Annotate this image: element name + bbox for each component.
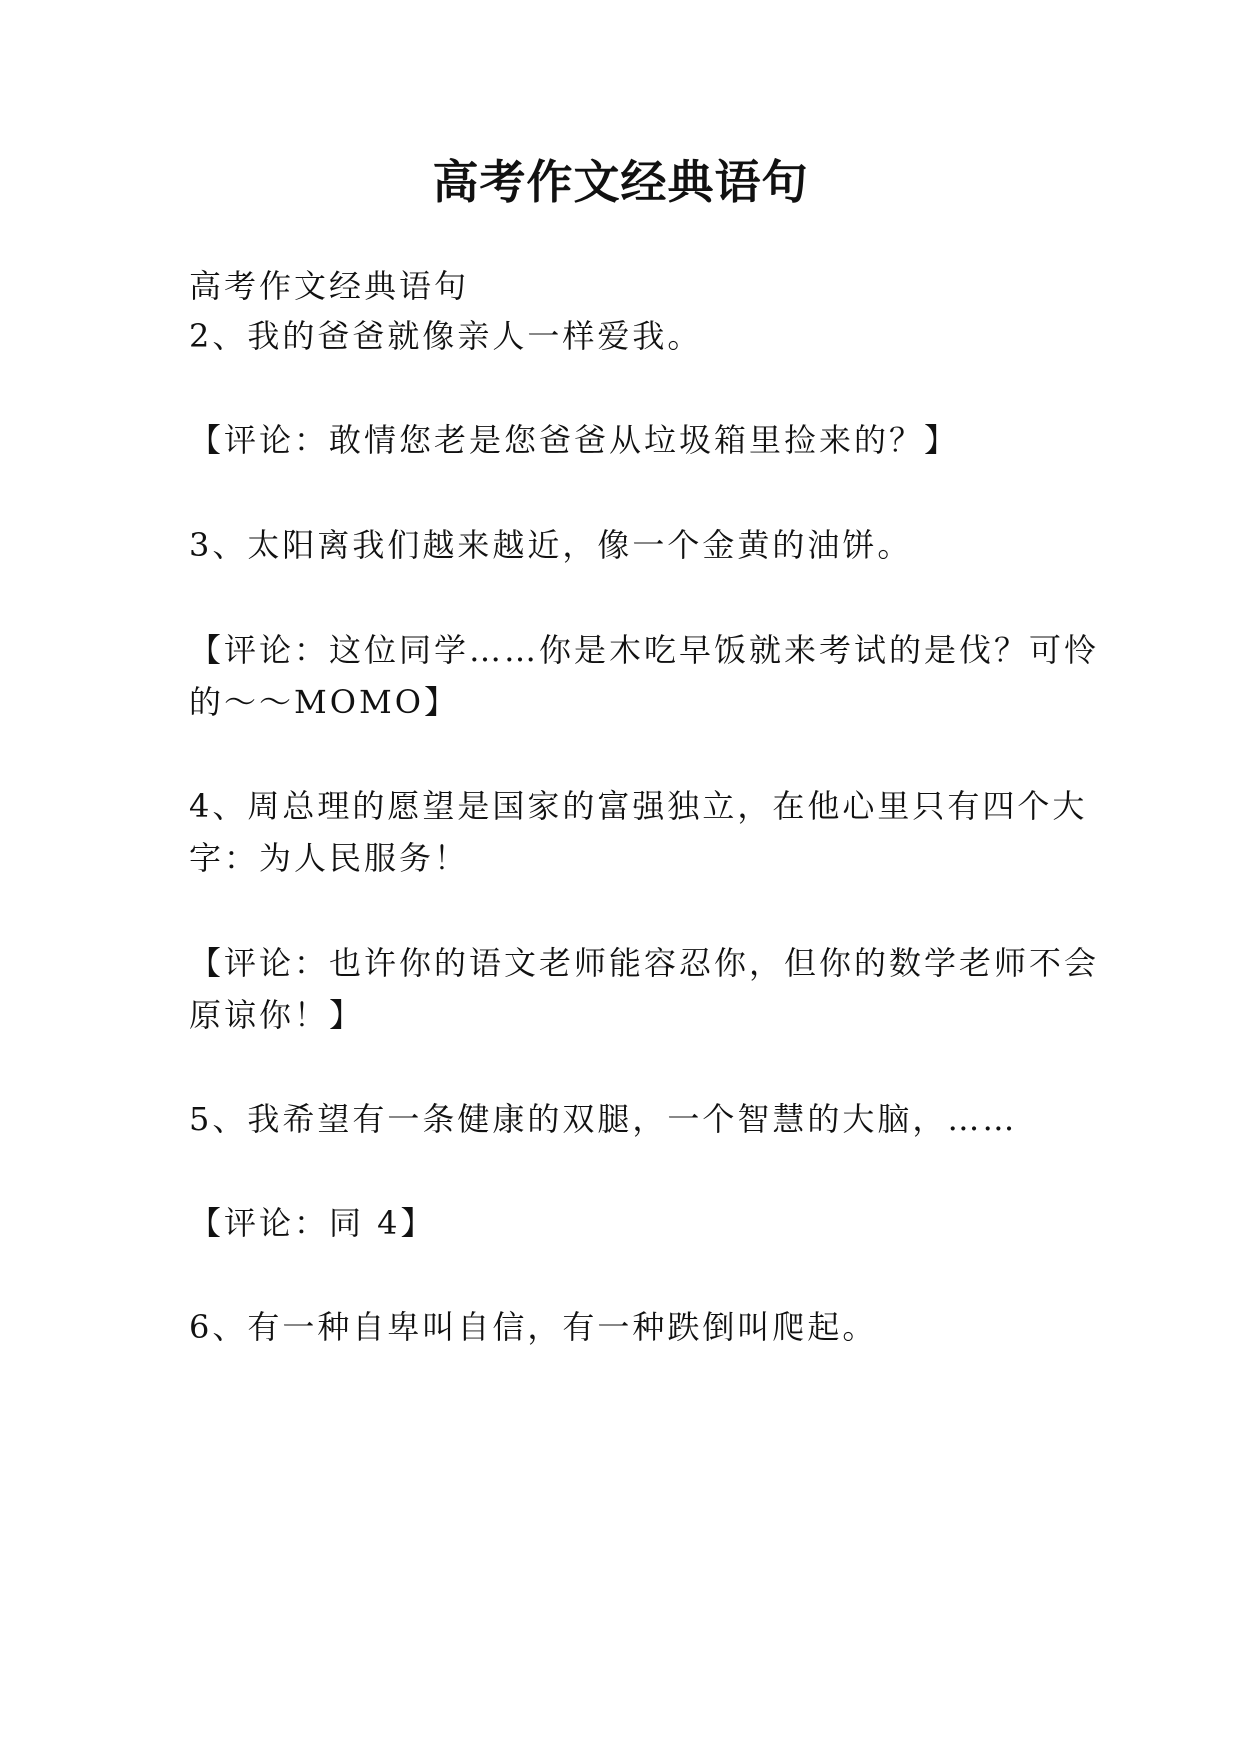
text-line: 【评论：敢情您老是您爸爸从垃圾箱里捡来的？】 bbox=[189, 421, 960, 459]
text-line: 【评论：也许你的语文老师能容忍你，但你的数学老师不会 bbox=[189, 944, 1100, 982]
comment-2 bbox=[189, 420, 1069, 460]
text-line: 6、有一种自卑叫自信，有一种跌倒叫爬起。 bbox=[189, 1308, 878, 1346]
paragraph-4 bbox=[189, 786, 1088, 878]
paragraph-3 bbox=[189, 525, 1069, 565]
comment-4 bbox=[189, 943, 1100, 1035]
paragraph-5 bbox=[189, 1099, 1069, 1139]
text-line: 4、周总理的愿望是国家的富强独立，在他心里只有四个大 bbox=[189, 787, 1088, 825]
text-line: 【评论：这位同学……你是木吃早饭就来考试的是伐？可怜 bbox=[189, 631, 1100, 669]
paragraph-2 bbox=[189, 316, 1069, 356]
text-line: 【评论：同 4】 bbox=[189, 1204, 436, 1242]
text-line: 3、太阳离我们越来越近，像一个金黄的油饼。 bbox=[189, 526, 913, 564]
text-line: 2、我的爸爸就像亲人一样爱我。 bbox=[189, 317, 703, 355]
text-line: 原谅你！】 bbox=[189, 996, 365, 1034]
document-title: 高考作文经典语句 bbox=[432, 155, 809, 209]
comment-5 bbox=[189, 1203, 1069, 1243]
text-line: 的～～MOMO】 bbox=[189, 683, 460, 721]
comment-3 bbox=[189, 630, 1100, 722]
text-line: 高考作文经典语句 bbox=[189, 267, 470, 305]
text-line: 字：为人民服务！ bbox=[189, 839, 470, 877]
paragraph-6 bbox=[189, 1307, 1069, 1347]
subtitle-line bbox=[189, 266, 1069, 306]
text-line: 5、我希望有一条健康的双腿，一个智慧的大脑，…… bbox=[189, 1100, 1018, 1138]
